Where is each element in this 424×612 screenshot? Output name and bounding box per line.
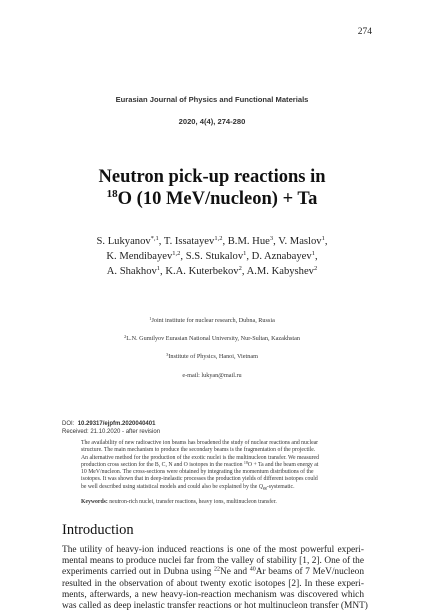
- doi-value[interactable]: 10.29317/ejpfm.2020040401: [77, 421, 156, 427]
- abstract-line: An alternative method for the production of the exotic nuclei is the multinucleon transfer. We measured: [81, 454, 319, 461]
- author-separator: ,: [180, 251, 186, 262]
- author-separator: ,: [160, 266, 166, 277]
- affiliation-2: $^2$L.N. Gumilyov Eurasian National University, Nur-Sultan, Kazakhstan: [124, 334, 300, 342]
- body-line: mental means to produce nuclei far from the valley of stability [1, 2]. One of the: [62, 556, 364, 567]
- author-line: [52, 234, 372, 249]
- body-line: resulted in the observation of about twenty exotic isotopes [2]. In these experi-: [62, 578, 364, 589]
- abstract-line: production cross section for the B, C, N and O isotopes in the reaction $^{18}$O + Ta and the beam energy at: [81, 459, 319, 468]
- journal-name: Eurasian Journal of Physics and Functional Materials: [115, 95, 309, 104]
- paper-title: [0, 166, 424, 210]
- title-line-2-text: O (10 MeV/nucleon) + Ta: [117, 189, 318, 209]
- body-line: was called as deep inelastic transfer reactions or hot multinucleon transfer (MNT): [62, 601, 368, 612]
- author-name: K. Mendibayev: [106, 251, 173, 262]
- author-name: S.S. Stukalov: [185, 251, 244, 262]
- author-affiliation-mark: *,1: [150, 235, 159, 242]
- author-affiliation-mark: 1,2: [214, 235, 223, 242]
- author-affiliation-mark: 1: [243, 250, 247, 257]
- author-name: B.M. Hue: [227, 236, 270, 247]
- author-affiliation-mark: 1,2: [172, 250, 181, 257]
- journal-issue: 2020, 4(4), 274-280: [178, 117, 246, 126]
- author-separator: ,: [246, 251, 252, 262]
- affiliation-1: $^1$Joint institute for nuclear research, Dubna, Russia: [149, 316, 275, 324]
- author-separator: ,: [273, 236, 279, 247]
- body-line: experiments carried out in Dubna using $^{22}$Ne and $^{40}$Ar beams of 7 MeV/nucleon: [62, 566, 365, 578]
- author-affiliation-mark: 1: [311, 250, 315, 257]
- abstract-line: 10 MeV/nucleon. The cross-sections were obtained by integrating the momentum distributions of the: [81, 469, 314, 476]
- page-number: 274: [357, 27, 372, 37]
- author-separator: ,: [222, 236, 228, 247]
- abstract-line: The availability of new radioactive ion beams has broadened the study of nuclear reactions and nuclear: [81, 440, 319, 446]
- author-separator: ,: [241, 266, 247, 277]
- doi-label: DOI:: [62, 421, 75, 427]
- author-name: A. Shakhov: [106, 266, 157, 277]
- author-affiliation-mark: 1: [156, 265, 161, 272]
- keywords: [81, 499, 352, 505]
- keywords-text: neutron-rich nuclei, transfer reactions, heavy ions, multinucleon transfer.: [109, 499, 277, 505]
- contact-email: e-mail: lukyan@mail.ru: [182, 372, 242, 379]
- author-name: D. Aznabayev: [251, 251, 312, 262]
- author-separator: ,: [324, 236, 328, 247]
- author-separator: ,: [158, 236, 164, 247]
- author-name: S. Lukyanov: [96, 236, 151, 247]
- body-text: [62, 545, 368, 612]
- received-date: Received: 21.10.2020 - after revision: [62, 429, 161, 435]
- body-line: ments, afterwards, a new heavy-ion-reaction mechanism was discovered which: [62, 589, 364, 600]
- title-line-2: [0, 188, 424, 210]
- author-list: [52, 234, 372, 279]
- abstract: [81, 440, 352, 491]
- author-name: V. Maslov: [278, 236, 322, 247]
- affiliation-3: $^3$Institute of Physics, Hanoi, Vietnam: [166, 352, 258, 360]
- author-line: [52, 264, 372, 279]
- author-separator: ,: [314, 251, 318, 262]
- author-name: T. Issatayev: [163, 236, 215, 247]
- abstract-line: isotopes. It was shown that in deep-inelastic processes the production yields of different isotopes could: [81, 476, 318, 483]
- author-line: [52, 249, 372, 264]
- author-name: A.M. Kabyshev: [246, 266, 314, 277]
- section-heading-introduction: Introduction: [62, 522, 134, 538]
- author-affiliation-mark: 2: [238, 265, 242, 272]
- abstract-line: be well described using statistical models and could also be explained by the $Q_{gg}$-systematic.: [81, 483, 295, 490]
- author-name: K.A. Kuterbekov: [165, 266, 239, 277]
- abstract-line: structure. The main mechanism to produce the secondary beams is the fragmentation of the projectile.: [81, 447, 316, 454]
- author-affiliation-mark: 3: [269, 235, 274, 242]
- author-affiliation-mark: 1: [321, 235, 325, 242]
- title-mass-number: 18: [106, 188, 118, 200]
- keywords-label: Keywords:: [81, 499, 108, 505]
- body-line: The utility of heavy-ion induced reactions is one of the most powerful experi-: [62, 545, 364, 555]
- doi-block: [62, 420, 160, 436]
- author-affiliation-mark: 2: [313, 265, 318, 272]
- title-line-1: Neutron pick-up reactions in: [98, 167, 326, 187]
